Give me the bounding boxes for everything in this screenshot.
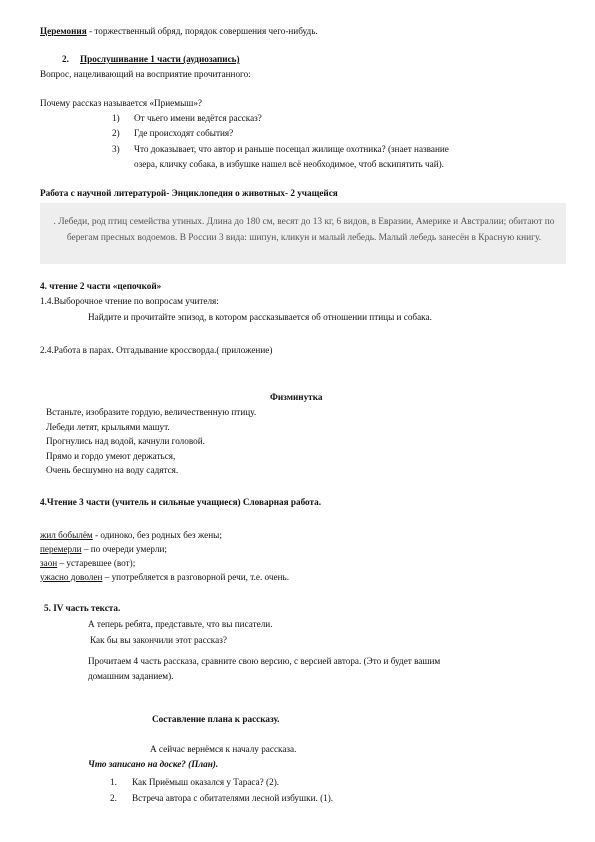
question-item-3 <box>112 143 449 155</box>
section2-number: 2. <box>62 54 69 64</box>
section5-task-line-1: Прочитаем 4 часть рассказа, сравните свою версию, с версией автора. (Это и будет вашим <box>88 656 441 666</box>
vocab-term-2: перемерли <box>40 544 82 554</box>
section5-task-line-2: домашним заданием). <box>88 671 174 681</box>
fizminutka-line-4: Прямо и гордо умеют держаться, <box>46 451 176 461</box>
plan-item-1 <box>110 776 279 788</box>
plan-heading: Составление плана к рассказу. <box>152 714 280 724</box>
section2-heading <box>62 53 240 65</box>
question-item-3-num: 3) <box>112 144 120 154</box>
section4-sub1: 1.4.Выборочное чтение по вопросам учителя: <box>40 296 219 306</box>
plan-question: Что записано на доске? (План). <box>88 759 219 769</box>
vocab-item-3 <box>40 557 135 569</box>
vocab-term-1: жил бобылём <box>40 530 93 540</box>
fizminutka-title: Физминутка <box>270 392 323 402</box>
fizminutka-line-3: Прогнулись над водой, качнули головой. <box>46 436 205 446</box>
intro-definition: - торжественный обряд, порядок совершения чего-нибудь. <box>86 26 318 36</box>
vocab-def-2: – по очереди умерли; <box>81 544 167 554</box>
fizminutka-line-1: Встаньте, изобразите гордую, величественную птицу. <box>46 407 257 417</box>
plan-item-1-text: Как Приёмыш оказался у Тараса? (2). <box>132 777 280 787</box>
encyclopedia-text: . Лебеди, род птиц семейства утиных. Длина до 180 см, весят до 13 кг, 6 видов, в Евразии, Америке и Австралии; обитают по берегам пресных водоемов. В России 3 вида: шипун, кликун и малый лебедь. Малый лебедь занесён в Красную книгу. <box>53 217 555 243</box>
plan-item-1-num: 1. <box>110 777 117 787</box>
section2-title: Прослушивание 1 части (аудиозапись) <box>80 54 240 64</box>
intro-line <box>40 25 318 37</box>
vocab-def-4: – употребляется в разговорной речи, т.е. очень. <box>102 572 290 582</box>
plan-item-2-text: Встреча автора с обитателями лесной избушки. (1). <box>132 793 334 803</box>
question-item-1-num: 1) <box>112 113 120 123</box>
vocab-item-4 <box>40 571 289 583</box>
vocab-heading: 4.Чтение 3 части (учитель и сильные учащиеся) Словарная работа. <box>40 497 322 507</box>
question-item-2 <box>112 127 233 139</box>
vocab-term-3: заон <box>40 558 58 568</box>
section5-line-2: Как бы вы закончили этот рассказ? <box>90 635 227 645</box>
question-item-3-text: Что доказывает, что автор и раньше посещал жилище охотника? (знает название <box>134 144 449 154</box>
question-item-3-continuation: озера, кличку собака, в избушке нашел всё необходимое, чтоб вскипятить чай). <box>134 159 444 169</box>
plan-item-2-num: 2. <box>110 793 117 803</box>
section4-heading: 4. чтение 2 части «цепочкой» <box>40 281 162 291</box>
section4-sub2: 2.4.Работа в парах. Отгадывание кроссворда.( приложение) <box>40 345 273 355</box>
science-heading: Работа с научной литературой- Энциклопедия о животных- 2 учащейся <box>40 188 338 198</box>
fizminutka-line-2: Лебеди летят, крыльями машут. <box>46 422 170 432</box>
question-item-1 <box>112 112 262 124</box>
plan-intro: А сейчас вернёмся к началу рассказа. <box>150 744 297 754</box>
vocab-item-1 <box>40 529 222 541</box>
question-item-2-text: Где происходят события? <box>134 128 234 138</box>
vocab-def-3: – устаревшее (вот); <box>57 558 136 568</box>
plan-item-2 <box>110 792 333 804</box>
question-item-1-text: От чьего имени ведётся рассказ? <box>134 113 262 123</box>
vocab-def-1: - одиноко, без родных без жены; <box>92 530 222 540</box>
vocab-item-2 <box>40 543 167 555</box>
section4-task: Найдите и прочитайте эпизод, в котором рассказывается об отношении птицы и собака. <box>88 312 432 322</box>
intro-term: Церемония <box>40 26 87 36</box>
section2-subheading: Вопрос, нацеливающий на восприятие прочитанного: <box>40 69 251 79</box>
question-item-2-num: 2) <box>112 128 120 138</box>
vocab-term-4: ужасно доволен <box>40 572 103 582</box>
fizminutka-line-5: Очень бесшумно на воду садятся. <box>46 465 179 475</box>
section5-line-1: А теперь ребята, представьте, что вы писатели. <box>88 619 273 629</box>
section5-heading: 5. IV часть текста. <box>44 603 121 613</box>
section2-question: Почему рассказ называется «Приемыш»? <box>40 98 202 108</box>
